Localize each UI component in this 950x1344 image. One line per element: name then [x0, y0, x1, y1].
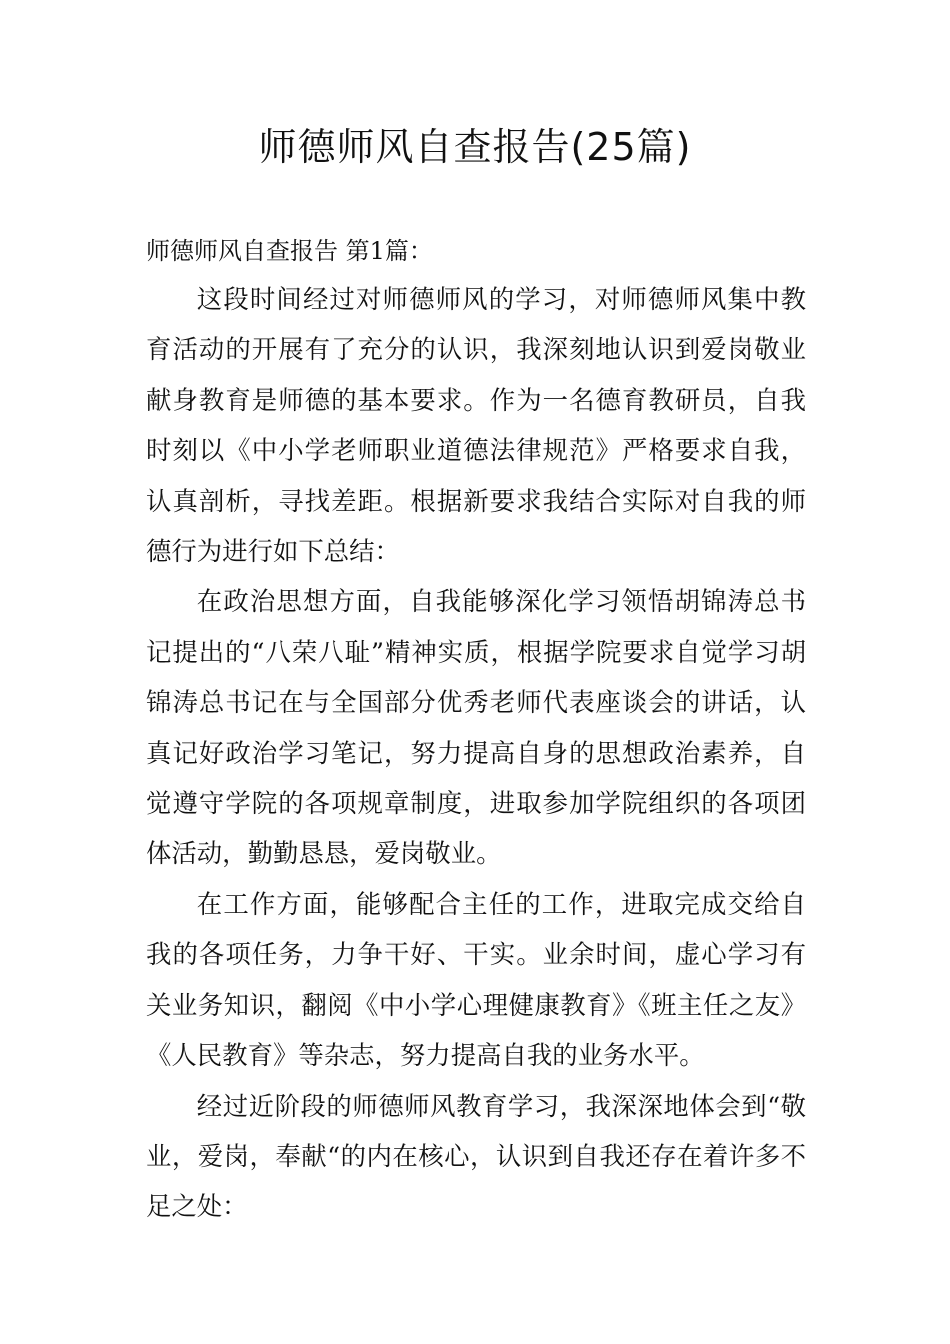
document-title: 师德师风自查报告(25篇) — [258, 125, 692, 169]
document-body — [146, 274, 806, 1232]
paragraph-intro: 这段时间经过对师德师风的学习，对师德师风集中教育活动的开展有了充分的认识，我深刻地认识到爱岗敬业献身教育是师德的基本要求。作为一名德育教研员，自我时刻以《中小学老师职业道德法律规范》严格要求自我，认真剖析，寻找差距。根据新要求我结合实际对自我的师德行为进行如下总结： — [146, 284, 806, 567]
section-heading: 师德师风自查报告 第1篇： — [146, 237, 433, 265]
paragraph-political: 在政治思想方面，自我能够深化学习领悟胡锦涛总书记提出的“八荣八耻”精神实质，根据学院要求自觉学习胡锦涛总书记在与全国部分优秀老师代表座谈会的讲话，认真记好政治学习笔记，努力提高自身的思想政治素养，自觉遵守学院的各项规章制度，进取参加学院组织的各项团体活动，勤勤恳恳，爱岗敬业。 — [146, 586, 806, 869]
paragraph-reflection: 经过近阶段的师德师风教育学习，我深深地体会到“敬业，爱岗，奉献“的内在核心，认识到自我还存在着许多不足之处： — [146, 1090, 806, 1222]
paragraph-work: 在工作方面，能够配合主任的工作，进取完成交给自我的各项任务，力争干好、干实。业余时间，虚心学习有关业务知识，翻阅《中小学心理健康教育》《班主任之友》《人民教育》等杂志，努力提高自我的业务水平。 — [146, 888, 806, 1071]
